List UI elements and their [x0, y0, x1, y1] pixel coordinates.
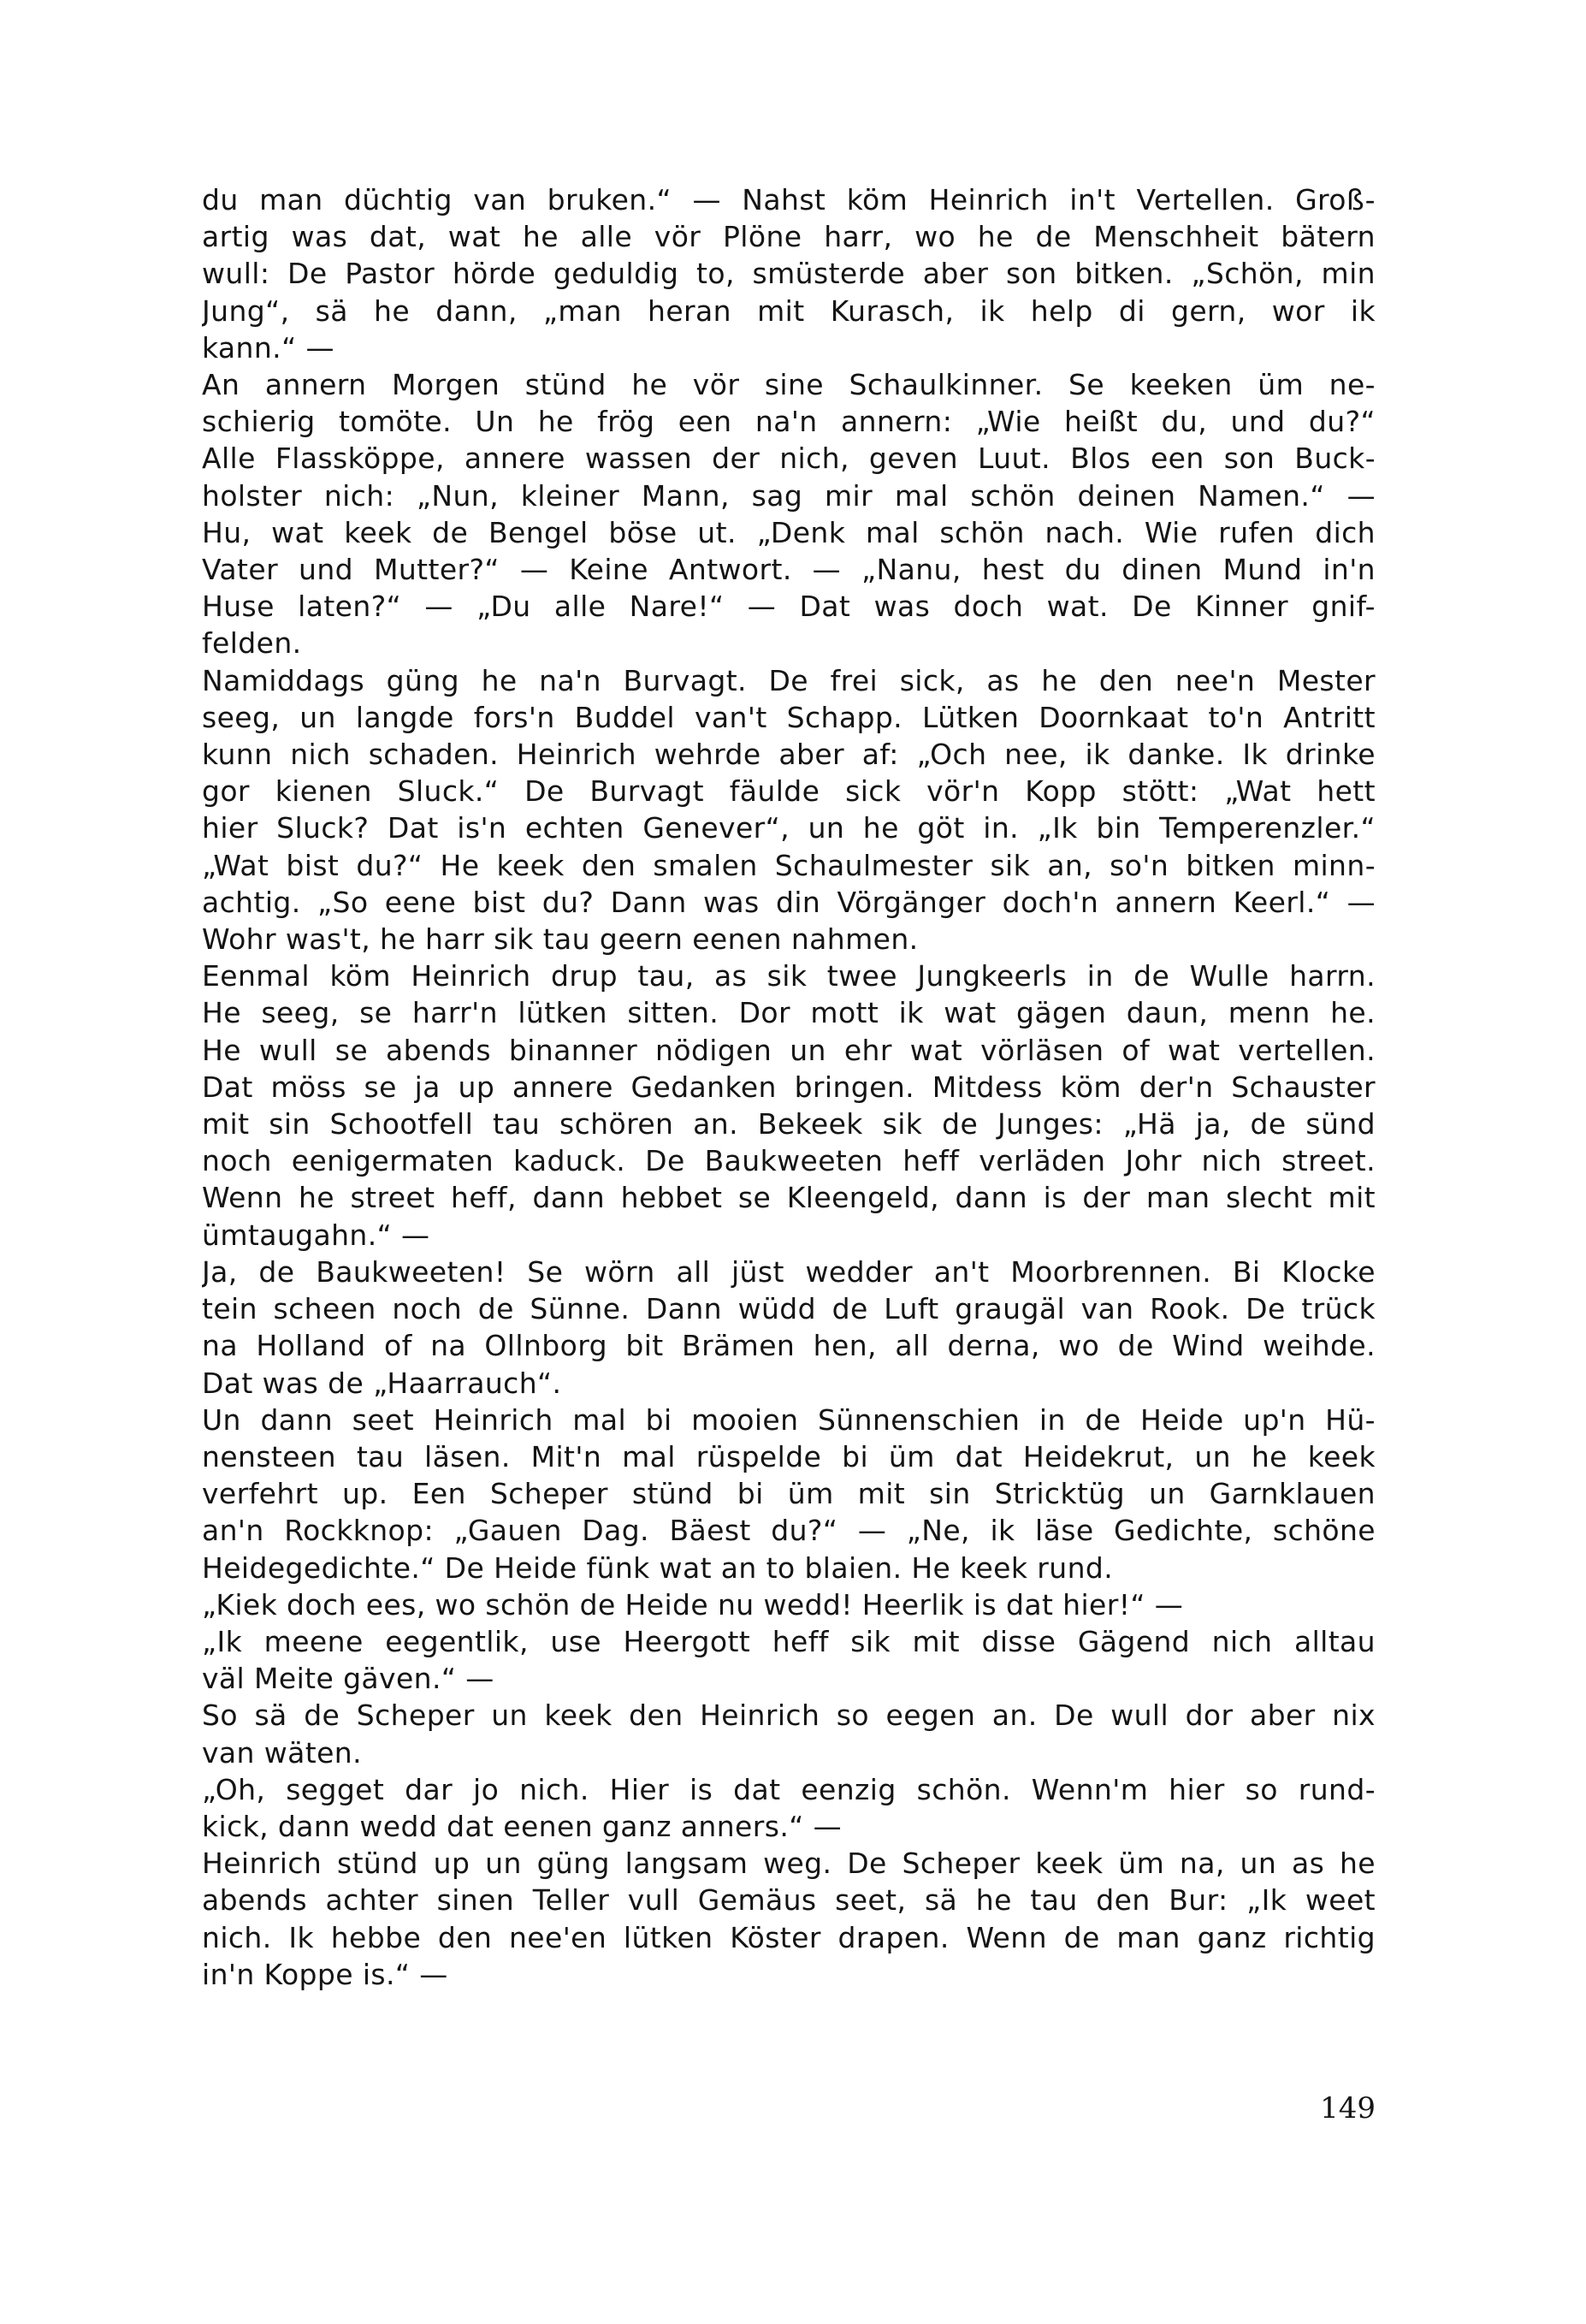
text-line: holster nich: „Nun, kleiner Mann, sag mir mal schön deinen Namen.“ —	[202, 478, 1376, 513]
text-line: in'n Koppe is.“ —	[202, 1957, 448, 1991]
text-line: tein scheen noch de Sünne. Dann wüdd de Luft graugäl van Rook. De trück	[202, 1292, 1376, 1326]
text-line: ümtaugahn.“ —	[202, 1218, 430, 1252]
text-line: hier Sluck? Dat is'n echten Genever“, un he göt in. „Ik bin Temperenzler.“	[202, 811, 1376, 845]
text-line: nensteen tau läsen. Mit'n mal rüspelde bi üm dat Heidekrut, un he keek	[202, 1439, 1376, 1473]
text-line: van wäten.	[202, 1735, 363, 1770]
text-line: Dat möss se ja up annere Gedanken bringen. Mitdess köm der'n Schauster	[202, 1070, 1376, 1104]
text-line: Jung“, sä he dann, „man heran mit Kurasch, ik help di gern, wor ik	[202, 293, 1376, 328]
text-line: An annern Morgen stünd he vör sine Schaulkinner. Se keeken üm ne-	[202, 368, 1376, 402]
text-line: „Wat bist du?“ He keek den smalen Schaulmester sik an, so'n bitken minn-	[202, 848, 1376, 882]
text-line: mit sin Schootfell tau schören an. Bekeek sik de Junges: „Hä ja, de sünd	[202, 1107, 1376, 1141]
text-line: gor kienen Sluck.“ De Burvagt fäulde sick vör'n Kopp stött: „Wat hett	[202, 774, 1376, 809]
text-line: „Ik meene eegentlik, use Heergott heff sik mit disse Gägend nich alltau	[202, 1624, 1376, 1658]
text-line: So sä de Scheper un keek den Heinrich so eegen an. De wull dor aber nix	[202, 1699, 1376, 1733]
text-line: Dat was de „Haarrauch“.	[202, 1366, 562, 1400]
text-line: „Kiek doch ees, wo schön de Heide nu wedd! Heerlik is dat hier!“ —	[202, 1587, 1184, 1621]
text-line: väl Meite gäven.“ —	[202, 1662, 494, 1696]
text-line: Eenmal köm Heinrich drup tau, as sik twee Jungkeerls in de Wulle harrn.	[202, 959, 1376, 993]
text-line: felden.	[202, 626, 302, 661]
text-line: „Oh, segget dar jo nich. Hier is dat eenzig schön. Wenn'm hier so rund-	[202, 1772, 1376, 1806]
text-line: kann.“ —	[202, 330, 334, 365]
text-line: Un dann seet Heinrich mal bi mooien Sünnenschien in de Heide up'n Hü-	[202, 1402, 1376, 1437]
text-line: Hu, wat keek de Bengel böse ut. „Denk mal schön nach. Wie rufen dich	[202, 515, 1376, 549]
page-number: 149	[1320, 2091, 1376, 2125]
text-line: kunn nich schaden. Heinrich wehrde aber af: „Och nee, ik danke. Ik drinke	[202, 738, 1376, 772]
text-line: He wull se abends binanner nödigen un ehr wat vörläsen of wat vertellen.	[202, 1033, 1376, 1067]
text-line: kick, dann wedd dat eenen ganz anners.“ —	[202, 1809, 842, 1843]
text-line: Vater und Mutter?“ — Keine Antwort. — „Nanu, hest du dinen Mund in'n	[202, 553, 1376, 587]
text-line: abends achter sinen Teller vull Gemäus seet, sä he tau den Bur: „Ik weet	[202, 1883, 1376, 1918]
body-text	[202, 181, 1376, 1993]
text-line: artig was dat, wat he alle vör Plöne harr, wo he de Menschheit bätern	[202, 220, 1376, 254]
text-line: verfehrt up. Een Scheper stünd bi üm mit sin Stricktüg un Garnklauen	[202, 1477, 1376, 1511]
text-line: Ja, de Baukweeten! Se wörn all jüst wedder an't Moorbrennen. Bi Klocke	[202, 1254, 1376, 1289]
text-line: Heinrich stünd up un güng langsam weg. De Scheper keek üm na, un as he	[202, 1847, 1376, 1881]
text-line: Huse laten?“ — „Du alle Nare!“ — Dat was doch wat. De Kinner gnif-	[202, 590, 1376, 624]
text-line: Heidegedichte.“ De Heide fünk wat an to blaien. He keek rund.	[202, 1550, 1114, 1585]
text-line: achtig. „So eene bist du? Dann was din Vörgänger doch'n annern Keerl.“ —	[202, 885, 1376, 919]
text-line: an'n Rockknop: „Gauen Dag. Bäest du?“ — „Ne, ik läse Gedichte, schöne	[202, 1514, 1376, 1548]
text-line: schierig tomöte. Un he frög een na'n annern: „Wie heißt du, und du?“	[202, 405, 1376, 439]
text-line: na Holland of na Ollnborg bit Brämen hen, all derna, wo de Wind weihde.	[202, 1329, 1376, 1363]
text-line: Namiddags güng he na'n Burvagt. De frei sick, as he den nee'n Mester	[202, 663, 1376, 697]
text-line: nich. Ik hebbe den nee'en lütken Köster drapen. Wenn de man ganz richtig	[202, 1920, 1376, 1954]
text-line: du man düchtig van bruken.“ — Nahst köm Heinrich in't Vertellen. Groß-	[202, 183, 1376, 216]
text-line: wull: De Pastor hörde geduldig to, smüsterde aber son bitken. „Schön, min	[202, 257, 1376, 291]
text-line: He seeg, se harr'n lütken sitten. Dor mott ik wat gägen daun, menn he.	[202, 996, 1376, 1030]
text-line: noch eenigermaten kaduck. De Baukweeten heff verläden Johr nich street.	[202, 1144, 1376, 1178]
text-line: seeg, un langde fors'n Buddel van't Schapp. Lütken Doornkaat to'n Antritt	[202, 700, 1376, 734]
text-line: Alle Flassköppe, annere wassen der nich, geven Luut. Blos een son Buck-	[202, 442, 1376, 476]
text-line: Wenn he street heff, dann hebbet se Kleengeld, dann is der man slecht mit	[202, 1181, 1376, 1215]
text-line: Wohr was't, he harr sik tau geern eenen nahmen.	[202, 922, 919, 957]
